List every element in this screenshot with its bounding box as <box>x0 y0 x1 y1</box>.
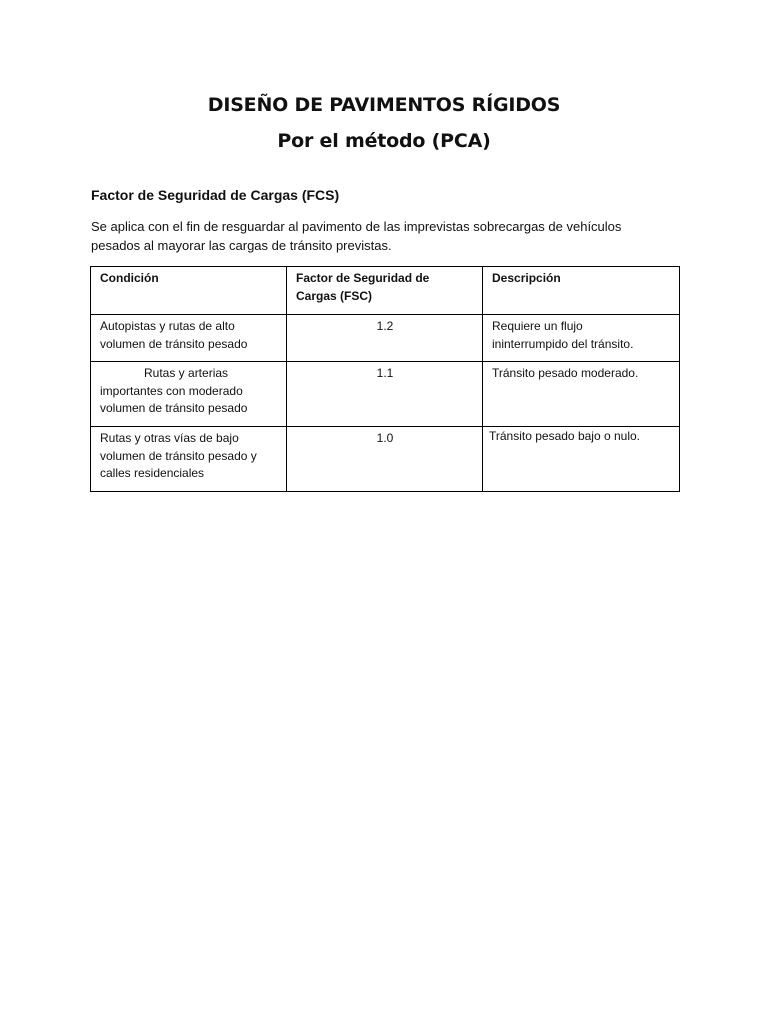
fcs-table <box>90 266 680 492</box>
cell-text: 1.2 <box>376 319 394 333</box>
table-row <box>91 362 680 427</box>
cell-factor <box>287 315 483 362</box>
document-title: DISEÑO DE PAVIMENTOS RÍGIDOS <box>207 94 561 116</box>
cell-text: volumen de tránsito pesado y <box>100 448 257 463</box>
cell-text: 1.0 <box>376 431 394 445</box>
cell-text: Requiere un flujo <box>492 319 583 333</box>
cell-text: importantes con moderado <box>100 383 243 398</box>
cell-text: Rutas y otras vías de bajo <box>100 431 239 445</box>
cell-factor <box>287 362 483 427</box>
cell-text: volumen de tránsito pesado <box>100 401 248 415</box>
header-descripcion <box>483 267 680 315</box>
document-subtitle: Por el método (PCA) <box>277 130 491 152</box>
cell-text: Autopistas y rutas de alto <box>100 319 235 333</box>
intro-paragraph <box>91 217 681 255</box>
cell-text: Rutas y arterias <box>144 366 229 380</box>
cell-text: 1.1 <box>376 366 394 380</box>
intro-line: Se aplica con el fin de resguardar al pavimento de las imprevistas sobrecargas de vehículos <box>91 219 622 234</box>
intro-line: pesados al mayorar las cargas de tránsito previstas. <box>91 238 392 253</box>
cell-description <box>483 362 680 427</box>
cell-text: Tránsito pesado bajo o nulo. <box>489 429 640 443</box>
header-factor <box>287 267 483 315</box>
table-row <box>91 315 680 362</box>
section-heading: Factor de Seguridad de Cargas (FCS) <box>91 187 340 203</box>
cell-condition <box>91 315 287 362</box>
table-row <box>91 427 680 492</box>
cell-description <box>483 427 680 492</box>
cell-condition <box>91 362 287 427</box>
header-label: Factor de Seguridad de <box>296 271 430 285</box>
table-header-row <box>91 267 680 315</box>
cell-description <box>483 315 680 362</box>
cell-text: volumen de tránsito pesado <box>100 336 248 351</box>
cell-text: Tránsito pesado moderado. <box>492 366 639 380</box>
cell-text: ininterrumpido del tránsito. <box>492 336 634 351</box>
cell-condition <box>91 427 287 492</box>
header-label: Descripción <box>492 271 561 285</box>
header-label: Cargas (FSC) <box>296 288 373 303</box>
cell-text: calles residenciales <box>100 466 205 480</box>
header-label: Condición <box>100 271 159 285</box>
header-condicion <box>91 267 287 315</box>
cell-factor <box>287 427 483 492</box>
